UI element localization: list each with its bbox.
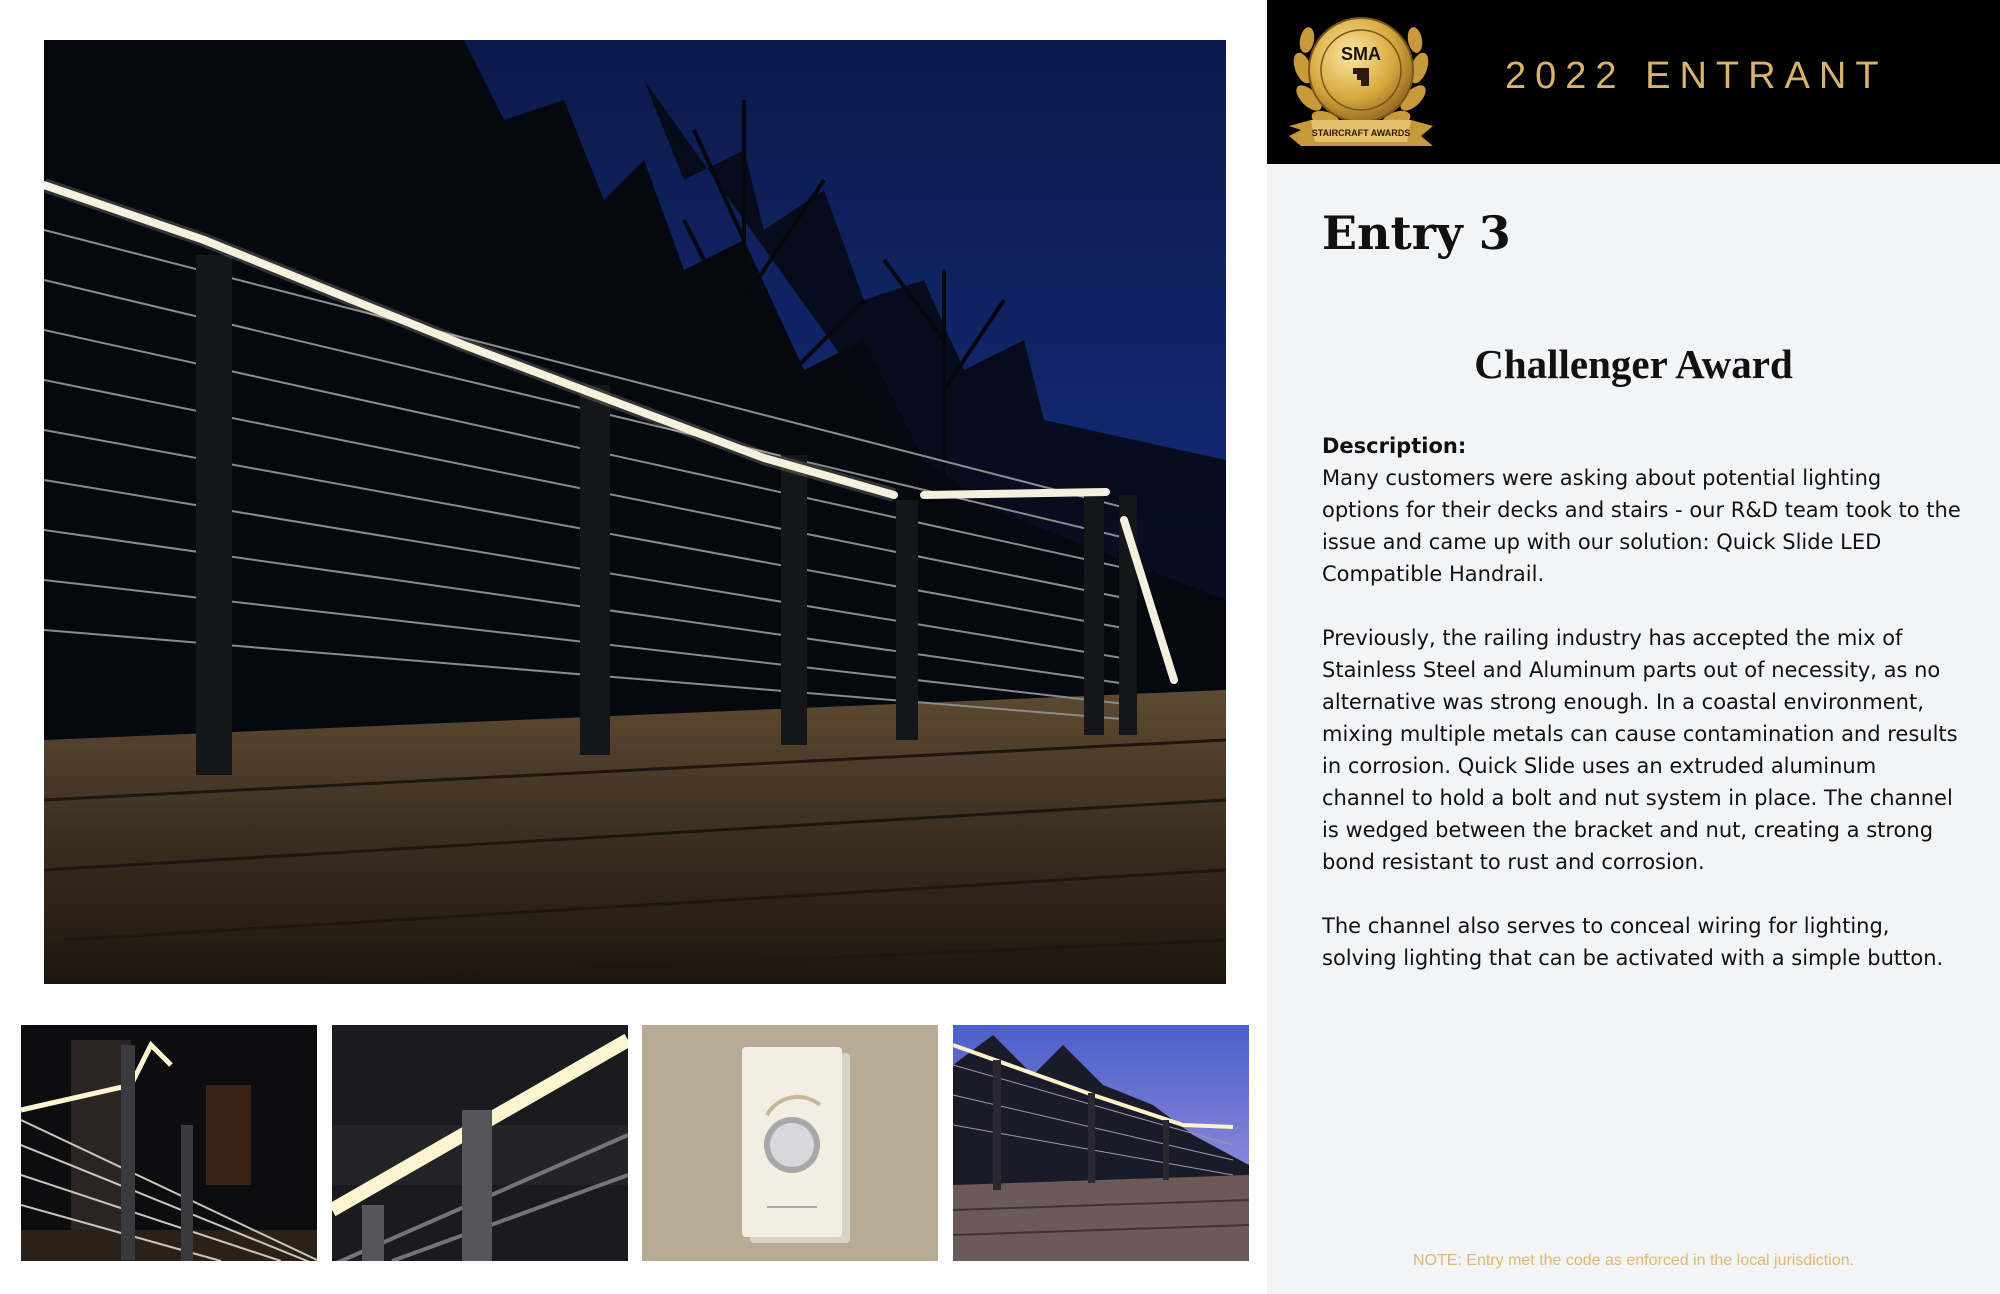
thumbnail-dimmer-switch[interactable]	[642, 1025, 938, 1261]
code-compliance-note: NOTE: Entry met the code as enforced in the local jurisdiction.	[1412, 1252, 1855, 1269]
seal-center-text: SMA	[1341, 44, 1381, 64]
thumbnail-led-handrail-closeup[interactable]	[332, 1025, 628, 1261]
seal-ribbon-text: STAIRCRAFT AWARDS	[1311, 128, 1411, 138]
award-title: Challenger Award	[1474, 341, 1793, 387]
entry-description	[1322, 430, 1962, 1006]
entry-info-panel	[1267, 0, 2000, 1294]
thumbnail-stair-railing[interactable]	[21, 1025, 317, 1261]
description-paragraph-3: The channel also serves to conceal wiring for lighting, solving lighting that can be activated with a simple button.	[1322, 914, 1944, 970]
sma-award-seal-logo	[1281, 8, 1441, 158]
description-paragraph-2: Previously, the railing industry has accepted the mix of Stainless Steel and Aluminum parts out of necessity, as no alternative was strong enough. In a coastal environment, mixing multiple metals can cause contamination and results in corrosion. Quick Slide uses an extruded aluminum channel to hold a bolt and nut system in place. The channel is wedged between the bracket and nut, creating a strong bond resistant to rust and corrosion.	[1322, 626, 1958, 874]
main-photo-deck-railing-night	[44, 40, 1226, 984]
description-label: Description:	[1322, 434, 1467, 458]
entrant-year-label: 2022 ENTRANT	[1505, 55, 1888, 97]
entry-title: Entry 3	[1322, 206, 1511, 260]
entrant-banner	[1267, 0, 2000, 164]
description-paragraph-1: Many customers were asking about potential lighting options for their decks and stairs - our R&D team took to the issue and came up with our solution: Quick Slide LED Compatible Handrail.	[1322, 466, 1961, 586]
thumbnail-deck-dusk[interactable]	[953, 1025, 1249, 1261]
